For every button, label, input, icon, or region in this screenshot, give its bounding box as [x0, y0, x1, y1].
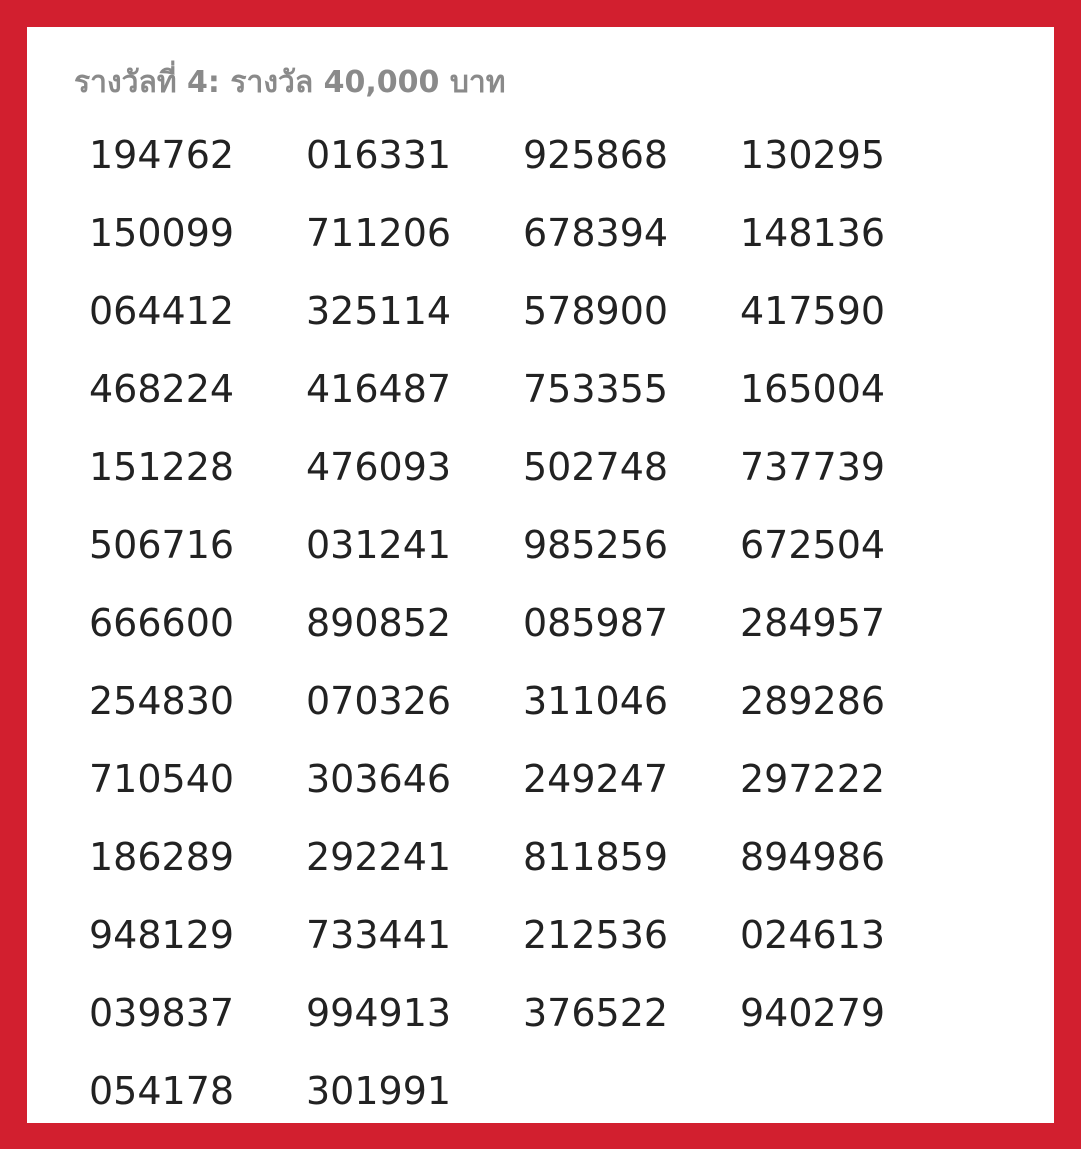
prize-number: 031241 [306, 523, 452, 567]
prize-number-grid [89, 129, 969, 1123]
prize-number: 948129 [89, 913, 235, 957]
prize-number: 506716 [89, 523, 235, 567]
prize-number: 753355 [523, 367, 669, 411]
prize-number: 301991 [306, 1069, 452, 1113]
prize-number: 502748 [523, 445, 669, 489]
prize-title: รางวัลที่ 4: รางวัล 40,000 บาท [74, 65, 506, 100]
prize-number: 811859 [523, 835, 669, 879]
prize-number: 325114 [306, 289, 452, 333]
prize-number: 085987 [523, 601, 669, 645]
prize-number: 016331 [306, 133, 452, 177]
prize-number: 985256 [523, 523, 669, 567]
prize-number: 737739 [740, 445, 886, 489]
prize-number: 578900 [523, 289, 669, 333]
prize-number: 254830 [89, 679, 235, 723]
prize-number: 710540 [89, 757, 235, 801]
prize-number: 666600 [89, 601, 235, 645]
prize-number: 417590 [740, 289, 886, 333]
prize-number: 925868 [523, 133, 669, 177]
prize-number: 297222 [740, 757, 886, 801]
prize-number: 476093 [306, 445, 452, 489]
prize-number: 150099 [89, 211, 235, 255]
prize-number: 054178 [89, 1069, 235, 1113]
prize-number: 070326 [306, 679, 452, 723]
prize-number: 148136 [740, 211, 886, 255]
prize-number: 894986 [740, 835, 886, 879]
prize-number: 064412 [89, 289, 235, 333]
prize-number: 303646 [306, 757, 452, 801]
prize-number: 165004 [740, 367, 886, 411]
prize-number: 186289 [89, 835, 235, 879]
prize-number: 194762 [89, 133, 235, 177]
prize-number: 890852 [306, 601, 452, 645]
prize-number: 039837 [89, 991, 235, 1035]
prize-number: 024613 [740, 913, 886, 957]
prize-number: 292241 [306, 835, 452, 879]
prize-number: 711206 [306, 211, 452, 255]
prize-number: 311046 [523, 679, 669, 723]
prize-number: 376522 [523, 991, 669, 1035]
prize-card [27, 27, 1054, 1123]
prize-number: 416487 [306, 367, 452, 411]
prize-number: 994913 [306, 991, 452, 1035]
prize-number: 678394 [523, 211, 669, 255]
prize-number: 284957 [740, 601, 886, 645]
prize-number: 672504 [740, 523, 886, 567]
prize-number: 249247 [523, 757, 669, 801]
prize-number: 289286 [740, 679, 886, 723]
prize-number: 940279 [740, 991, 886, 1035]
prize-number: 151228 [89, 445, 235, 489]
prize-number: 733441 [306, 913, 452, 957]
prize-number: 130295 [740, 133, 886, 177]
prize-number: 468224 [89, 367, 235, 411]
prize-number: 212536 [523, 913, 669, 957]
